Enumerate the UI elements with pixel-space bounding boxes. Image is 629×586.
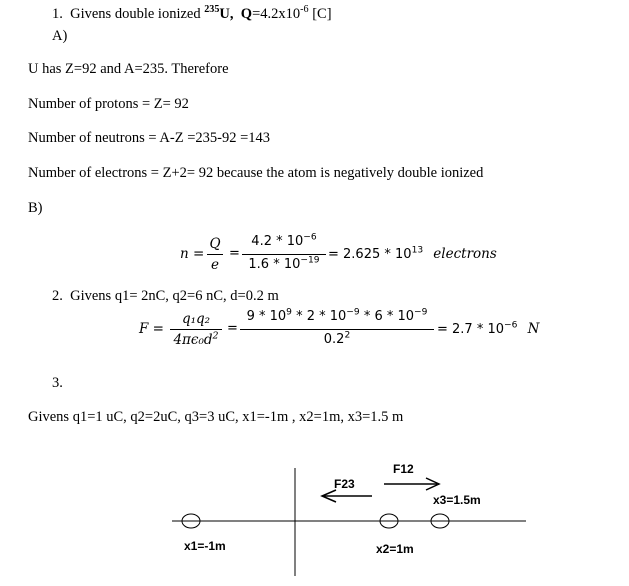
eq2-eq-sign1: =	[227, 321, 238, 336]
x2-label: x2=1m	[376, 542, 414, 556]
force-f12-arrow-icon	[384, 478, 439, 490]
problem3-number: 3.	[52, 375, 63, 391]
problem2-givens: Givens q1= 2nC, q2=6 nC, d=0.2 m	[70, 288, 279, 304]
eq1-result-exp: 13	[411, 245, 424, 256]
problem1-charge-value: =4.2x10	[252, 6, 301, 22]
eq2-frac2-num-c: * 6 * 10	[359, 309, 415, 324]
problem1-line2: Number of protons = Z= 92	[28, 96, 189, 112]
f23-label: F23	[334, 477, 355, 491]
eq1-frac2-den-exp: −19	[300, 255, 320, 266]
eq1-frac2-num-base: 4.2 * 10	[251, 234, 304, 249]
eq2-frac1-den-exp: 2	[212, 330, 219, 342]
eq1-lhs: n =	[180, 246, 205, 262]
problem1-number: 1.	[52, 6, 63, 22]
eq2-lhs: F =	[139, 321, 164, 337]
eq2-frac2-den-exp: 2	[344, 330, 351, 341]
problem1-part-a: A)	[52, 28, 68, 44]
eq1-eq-sign1: =	[229, 246, 240, 261]
problem1-isotope-mass: 235	[204, 4, 220, 16]
eq2-frac2-num-a: 9 * 10	[246, 309, 287, 324]
eq2-frac2-num-b-exp: −9	[346, 307, 360, 318]
eq2-frac2-num-c-exp: −9	[414, 307, 428, 318]
eq2-frac1-num: q₁q₂	[181, 311, 211, 327]
x3-label: x3=1.5m	[433, 493, 481, 507]
problem1-part-b: B)	[28, 200, 43, 216]
eq1-frac2-num-exp: −6	[303, 232, 317, 243]
eq2-result-exp: −6	[504, 320, 518, 331]
problem1-element: U,	[219, 6, 234, 22]
eq1-frac2-den-base: 1.6 * 10	[248, 257, 301, 272]
eq2-result-base: = 2.7 * 10	[437, 322, 505, 337]
problem1-charge-unit: [C]	[308, 6, 332, 22]
problem1-givens-text: Givens double ionized	[70, 6, 201, 22]
eq2-frac2-num-b: * 2 * 10	[291, 309, 347, 324]
problem1-charge-label: Q	[240, 6, 253, 22]
problem1-line1: U has Z=92 and A=235. Therefore	[28, 61, 229, 77]
problem1-line4: Number of electrons = Z+2= 92 because the atom is negatively double ionized	[28, 165, 484, 181]
eq2-frac1-den-base: 4πϵ₀d	[173, 332, 213, 348]
eq2-frac2-num-a-exp: 9	[286, 307, 292, 318]
problem3-givens: Givens q1=1 uC, q2=2uC, q3=3 uC, x1=-1m , x2=1m, x3=1.5 m	[28, 409, 404, 425]
eq1-result-unit: electrons	[433, 246, 497, 262]
eq2-frac2-den-base: 0.2	[323, 332, 345, 347]
eq1-result-base: = 2.625 * 10	[328, 247, 412, 262]
eq2-result-unit: N	[527, 321, 540, 337]
problem1-charge-exp: -6	[300, 4, 309, 16]
x1-label: x1=-1m	[184, 539, 226, 553]
problem1-line3: Number of neutrons = A-Z =235-92 =143	[28, 130, 270, 146]
force-f23-arrow-icon	[322, 490, 372, 502]
eq1-frac1-num: Q	[209, 236, 221, 252]
eq1-frac1-den: e	[211, 257, 219, 273]
problem2-number: 2.	[52, 288, 63, 304]
f12-label: F12	[393, 462, 414, 476]
